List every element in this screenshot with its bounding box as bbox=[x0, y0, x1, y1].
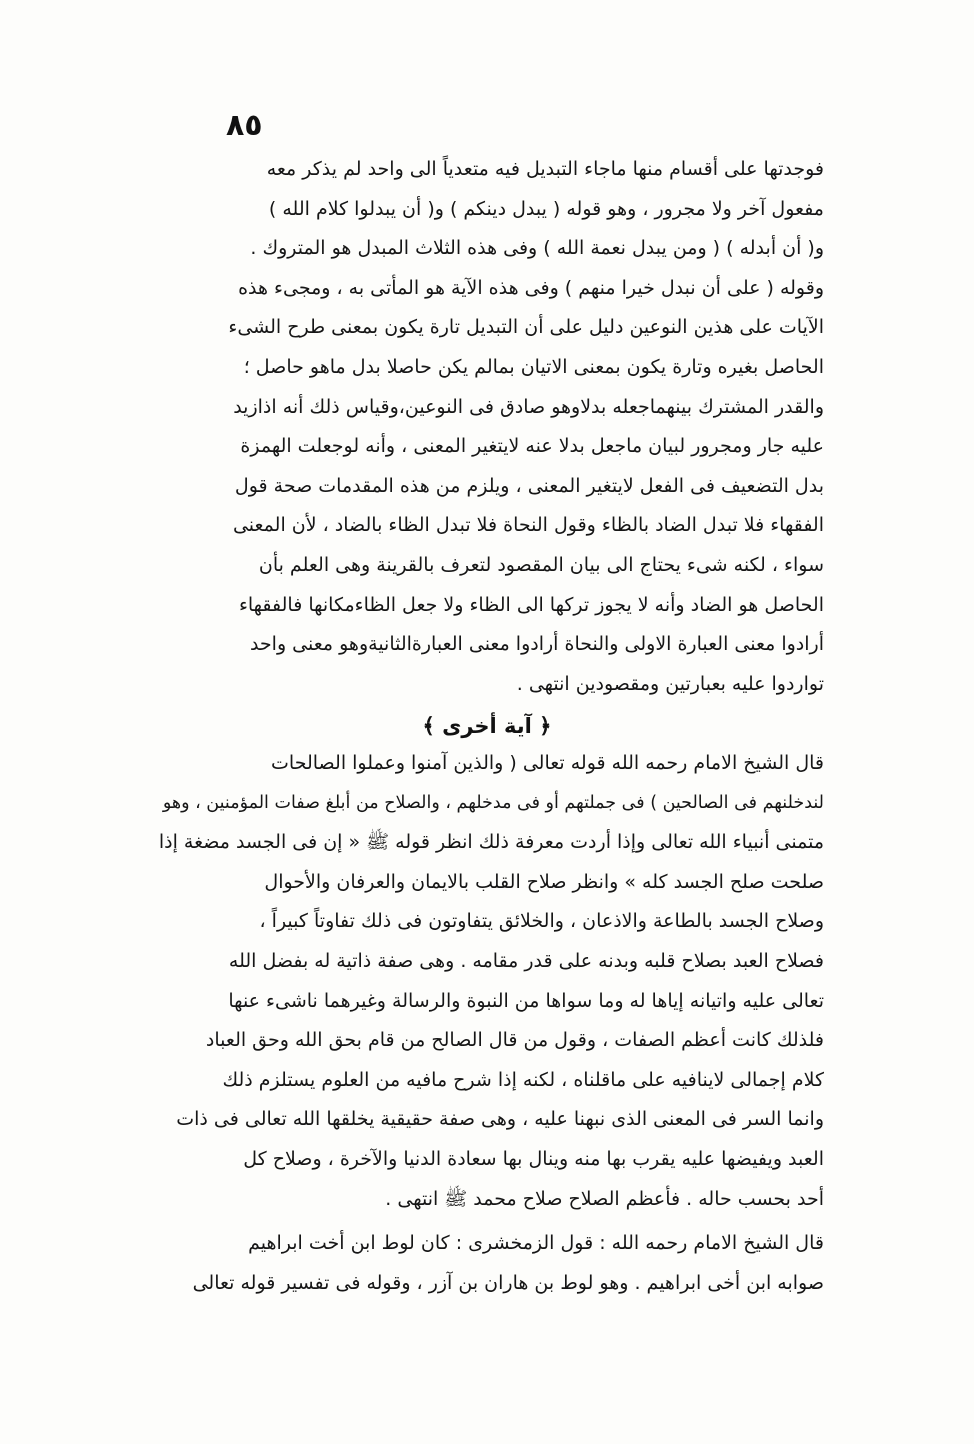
text-line: والقدر المشترك بينهماجعله بدلاوهو صادق فى النوعين،وقياس ذلك أنه اذازيد bbox=[233, 395, 824, 418]
text-line: الحاصل بغيره وتارة يكون بمعنى الاتيان بمالم يكن حاصلا بدل ماهو حاصل ؛ bbox=[243, 355, 824, 378]
text-line: العبد ويفيضها عليه يقرب بها منه وينال بها سعادة الدنيا والآخرة ، وصلاح كل bbox=[243, 1147, 824, 1170]
text-line: وانما السر فى المعنى الذى نبهنا عليه ، وهى صفة حقيقية يخلقها الله تعالى فى ذات bbox=[176, 1108, 824, 1131]
text-line: عليه جار ومجرور لبيان ماجعل بدلا عنه لايتغير المعنى ، وأنه لوجعلت الهمزة bbox=[240, 435, 824, 458]
text-line: لندخلنهم فى الصالحين ) فى جملتهم أو فى مدخلهم ، والصلاح من أبلغ صفات المؤمنين ، وهو bbox=[162, 792, 824, 813]
text-line: أرادوا معنى العبارة الاولى والنحاة أرادوا معنى العبارةالثانيةوهو معنى واحد bbox=[249, 633, 824, 656]
text-line: الفقهاء فلا تبدل الضاد بالظاء وقول النحاة فلا تبدل الظاء بالضاد ، لأن المعنى bbox=[232, 514, 824, 537]
text-line: فوجدتها على أقسام منها ماجاء التبديل فيه متعدياً الى واحد لم يذكر معه bbox=[266, 158, 824, 180]
paragraph-salihin bbox=[148, 744, 824, 1219]
paragraph-tabdil bbox=[148, 150, 824, 704]
text-line: بدل التضعيف فى الفعل لايتغير المعنى ، ويلزم من هذه المقدمات صحة قول bbox=[234, 474, 824, 497]
text-line: الآيات على هذين النوعين دليل على أن التبديل تارة يكون بمعنى طرح الشىء bbox=[228, 316, 824, 339]
text-line: قال الشيخ الامام رحمه الله قوله تعالى ( والذين آمنوا وعملوا الصالحات bbox=[271, 752, 824, 774]
text-line: سواء ، لكنه شىء يحتاج الى بيان المقصود لتعرف بالقرينة وهى العلم بأن bbox=[258, 553, 824, 576]
text-line: صوابه ابن أخى ابراهيم . وهو لوط بن هاران بن آزر ، وقوله فى تفسير قوله تعالى bbox=[192, 1271, 824, 1294]
text-line: فصلاح العبد بصلاح قلبه وبدنه على قدر مقامه . وهى صفة ذاتية له بفضل الله bbox=[228, 949, 824, 972]
text-line: و( أن أبدله ) ( ومن يبدل نعمة الله ) وفى هذه الثلاث المبدل هو المتروك . bbox=[250, 237, 824, 260]
text-line: الحاصل هو الضاد وأنه لا يجوز تركها الى الظاء ولا جعل الظاءمكانها فالفقهاء bbox=[238, 593, 824, 616]
text-line: فلذلك كانت أعظم الصفات ، وقول من قال الصالح من قام بحق الله وحق العباد bbox=[205, 1029, 824, 1052]
text-line: تعالى عليه واتيانه إياها له وما سواها من النبوة والرسالة وغيرهما ناشىء عنها bbox=[228, 989, 824, 1012]
text-line: كلام إجمالى لاينافيه على ماقلناه ، لكنه إذا شرح مافيه من العلوم يستلزم ذلك bbox=[222, 1068, 824, 1091]
text-line: مفعول آخر ولا مجرور ، وهو قوله ( يبدل دينكم ) و( أن يبدلوا كلام الله ) bbox=[268, 197, 824, 220]
text-line: أحد بحسب حاله . فأعظم الصلاح صلاح محمد ﷺ انتهى . bbox=[385, 1187, 824, 1210]
paragraph-lut bbox=[148, 1224, 824, 1303]
text-line: صلحت صلح الجسد كله » وانظر صلاح القلب بالايمان والعرفان والأحوال bbox=[264, 870, 824, 893]
text-line: وقوله ( على أن نبدل خيرا منهم ) وفى هذه الآية هو المأتى به ، ومجىء هذه bbox=[238, 276, 824, 299]
page-number: ٨٥ bbox=[226, 108, 263, 143]
text-line: تواردوا عليه بعبارتين ومقصودين انتهى . bbox=[516, 672, 824, 695]
text-line: متمنى أنبياء الله تعالى وإذا أردت معرفة ذلك انظر قوله ﷺ « إن فى الجسد مضغة إذا bbox=[158, 831, 824, 854]
text-line: قال الشيخ الامام رحمه الله : قول الزمخشرى : كان لوط ابن أخت ابراهيم bbox=[248, 1232, 824, 1254]
section-heading: ﴿ آية أخرى ﴾ bbox=[422, 714, 552, 738]
text-line: وصلاح الجسد بالطاعة والاذعان ، والخلائق يتفاوتون فى ذلك تفاوتاً كبيراً ، bbox=[259, 910, 824, 933]
